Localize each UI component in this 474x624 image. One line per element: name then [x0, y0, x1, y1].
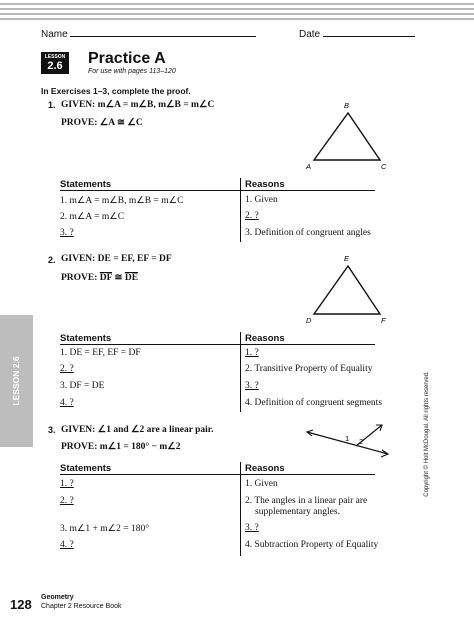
reasons-header: Reasons [245, 463, 285, 474]
reason-4: 4. Definition of congruent segments [245, 398, 382, 408]
reason-2-continued: supplementary angles. [255, 507, 340, 517]
statement-4: 4. ? [60, 540, 74, 550]
page-subtitle: For use with pages 113–120 [88, 68, 176, 75]
congruent-symbol: ≅ [112, 273, 125, 283]
exercise-1-number: 1. [48, 100, 56, 110]
vertex-label-d: D [306, 316, 312, 325]
statements-header: Statements [60, 179, 112, 190]
statement-4: 4. ? [60, 398, 74, 408]
lesson-badge [41, 52, 69, 74]
statements-header: Statements [60, 463, 112, 474]
reason-2: 2. ? [245, 211, 259, 221]
exercise-1-prove: PROVE: ∠A ≅ ∠C [61, 118, 143, 128]
triangle-def [314, 266, 380, 314]
triangle-abc [314, 113, 380, 160]
lesson-side-tab [0, 315, 33, 447]
exercise-3-given: GIVEN: ∠1 and ∠2 are a linear pair. [61, 425, 214, 435]
table-divider [240, 462, 241, 556]
statement-3: 3. ? [60, 228, 74, 238]
lesson-badge-label: LESSON [44, 54, 66, 60]
angle-label-1: 1 [345, 434, 350, 443]
reason-2: 2. The angles in a linear pair are [245, 496, 368, 506]
exercise-2-number: 2. [48, 255, 56, 265]
angle-label-2: 2 [359, 437, 364, 446]
table-divider [240, 332, 241, 412]
exercise-2-prove [61, 272, 138, 283]
triangle-abc-figure [300, 98, 396, 174]
reason-4: 4. Subtraction Property of Equality [245, 540, 379, 550]
statement-2: 2. m∠A = m∠C [60, 212, 125, 222]
table-rule [60, 474, 375, 475]
table-rule [60, 344, 375, 345]
reason-2: 2. Transitive Property of Equality [245, 364, 373, 374]
page-title: Practice A [88, 50, 166, 67]
table-divider [240, 178, 241, 242]
statements-header: Statements [60, 333, 112, 344]
table-rule [60, 190, 375, 191]
reason-3: 3. ? [245, 523, 259, 533]
page-number: 128 [10, 597, 32, 612]
exercise-2-given: GIVEN: DE = EF, EF = DF [61, 254, 172, 264]
vertex-label-a: A [306, 162, 312, 171]
footer-chapter: Chapter 2 Resource Book [41, 603, 122, 610]
footer-book-title: Geometry [41, 594, 74, 601]
reason-1: 1. Given [245, 479, 278, 489]
lesson-side-tab-label: LESSON 2.6 [11, 356, 21, 406]
statement-1: 1. DE = EF, EF = DF [60, 348, 141, 358]
date-label: Date [299, 29, 321, 40]
vertex-label-e: E [344, 254, 350, 263]
vertex-label-f: F [381, 316, 386, 325]
reason-1: 1. Given [245, 195, 278, 205]
statement-3: 3. m∠1 + m∠2 = 180° [60, 524, 150, 534]
reasons-header: Reasons [245, 333, 285, 344]
segment-df: $\overline{DF}$ [99, 273, 113, 283]
prove-label: PROVE: [61, 273, 98, 283]
name-field [41, 26, 256, 40]
reason-1: 1. ? [245, 348, 259, 358]
instructions: In Exercises 1–3, complete the proof. [41, 86, 191, 96]
vertex-label-c: C [381, 162, 387, 171]
statement-1: 1. m∠A = m∠B, m∠B = m∠C [60, 196, 184, 206]
copyright-notice: Copyright © Holt McDougal. All rights reserved. [424, 371, 430, 497]
statement-3: 3. DF = DE [60, 381, 105, 391]
date-field [299, 26, 415, 40]
reasons-header: Reasons [245, 179, 285, 190]
reason-3: 3. ? [245, 381, 259, 391]
date-line [323, 26, 415, 37]
linear-pair-figure [304, 420, 390, 462]
vertex-label-b: B [344, 101, 350, 110]
name-label: Name [41, 29, 68, 40]
triangle-def-figure [300, 252, 396, 328]
reason-3: 3. Definition of congruent angles [245, 228, 371, 238]
statement-1: 1. ? [60, 479, 74, 489]
lesson-badge-number: 2.6 [47, 60, 63, 72]
name-line [70, 26, 256, 37]
exercise-1-given: GIVEN: m∠A = m∠B, m∠B = m∠C [61, 100, 215, 110]
segment-de: $\overline{DE}$ [124, 273, 139, 283]
statement-2: 2. ? [60, 496, 74, 506]
exercise-3-prove: PROVE: m∠1 = 180° − m∠2 [61, 442, 181, 452]
statement-2: 2. ? [60, 364, 74, 374]
exercise-3-number: 3. [48, 425, 56, 435]
